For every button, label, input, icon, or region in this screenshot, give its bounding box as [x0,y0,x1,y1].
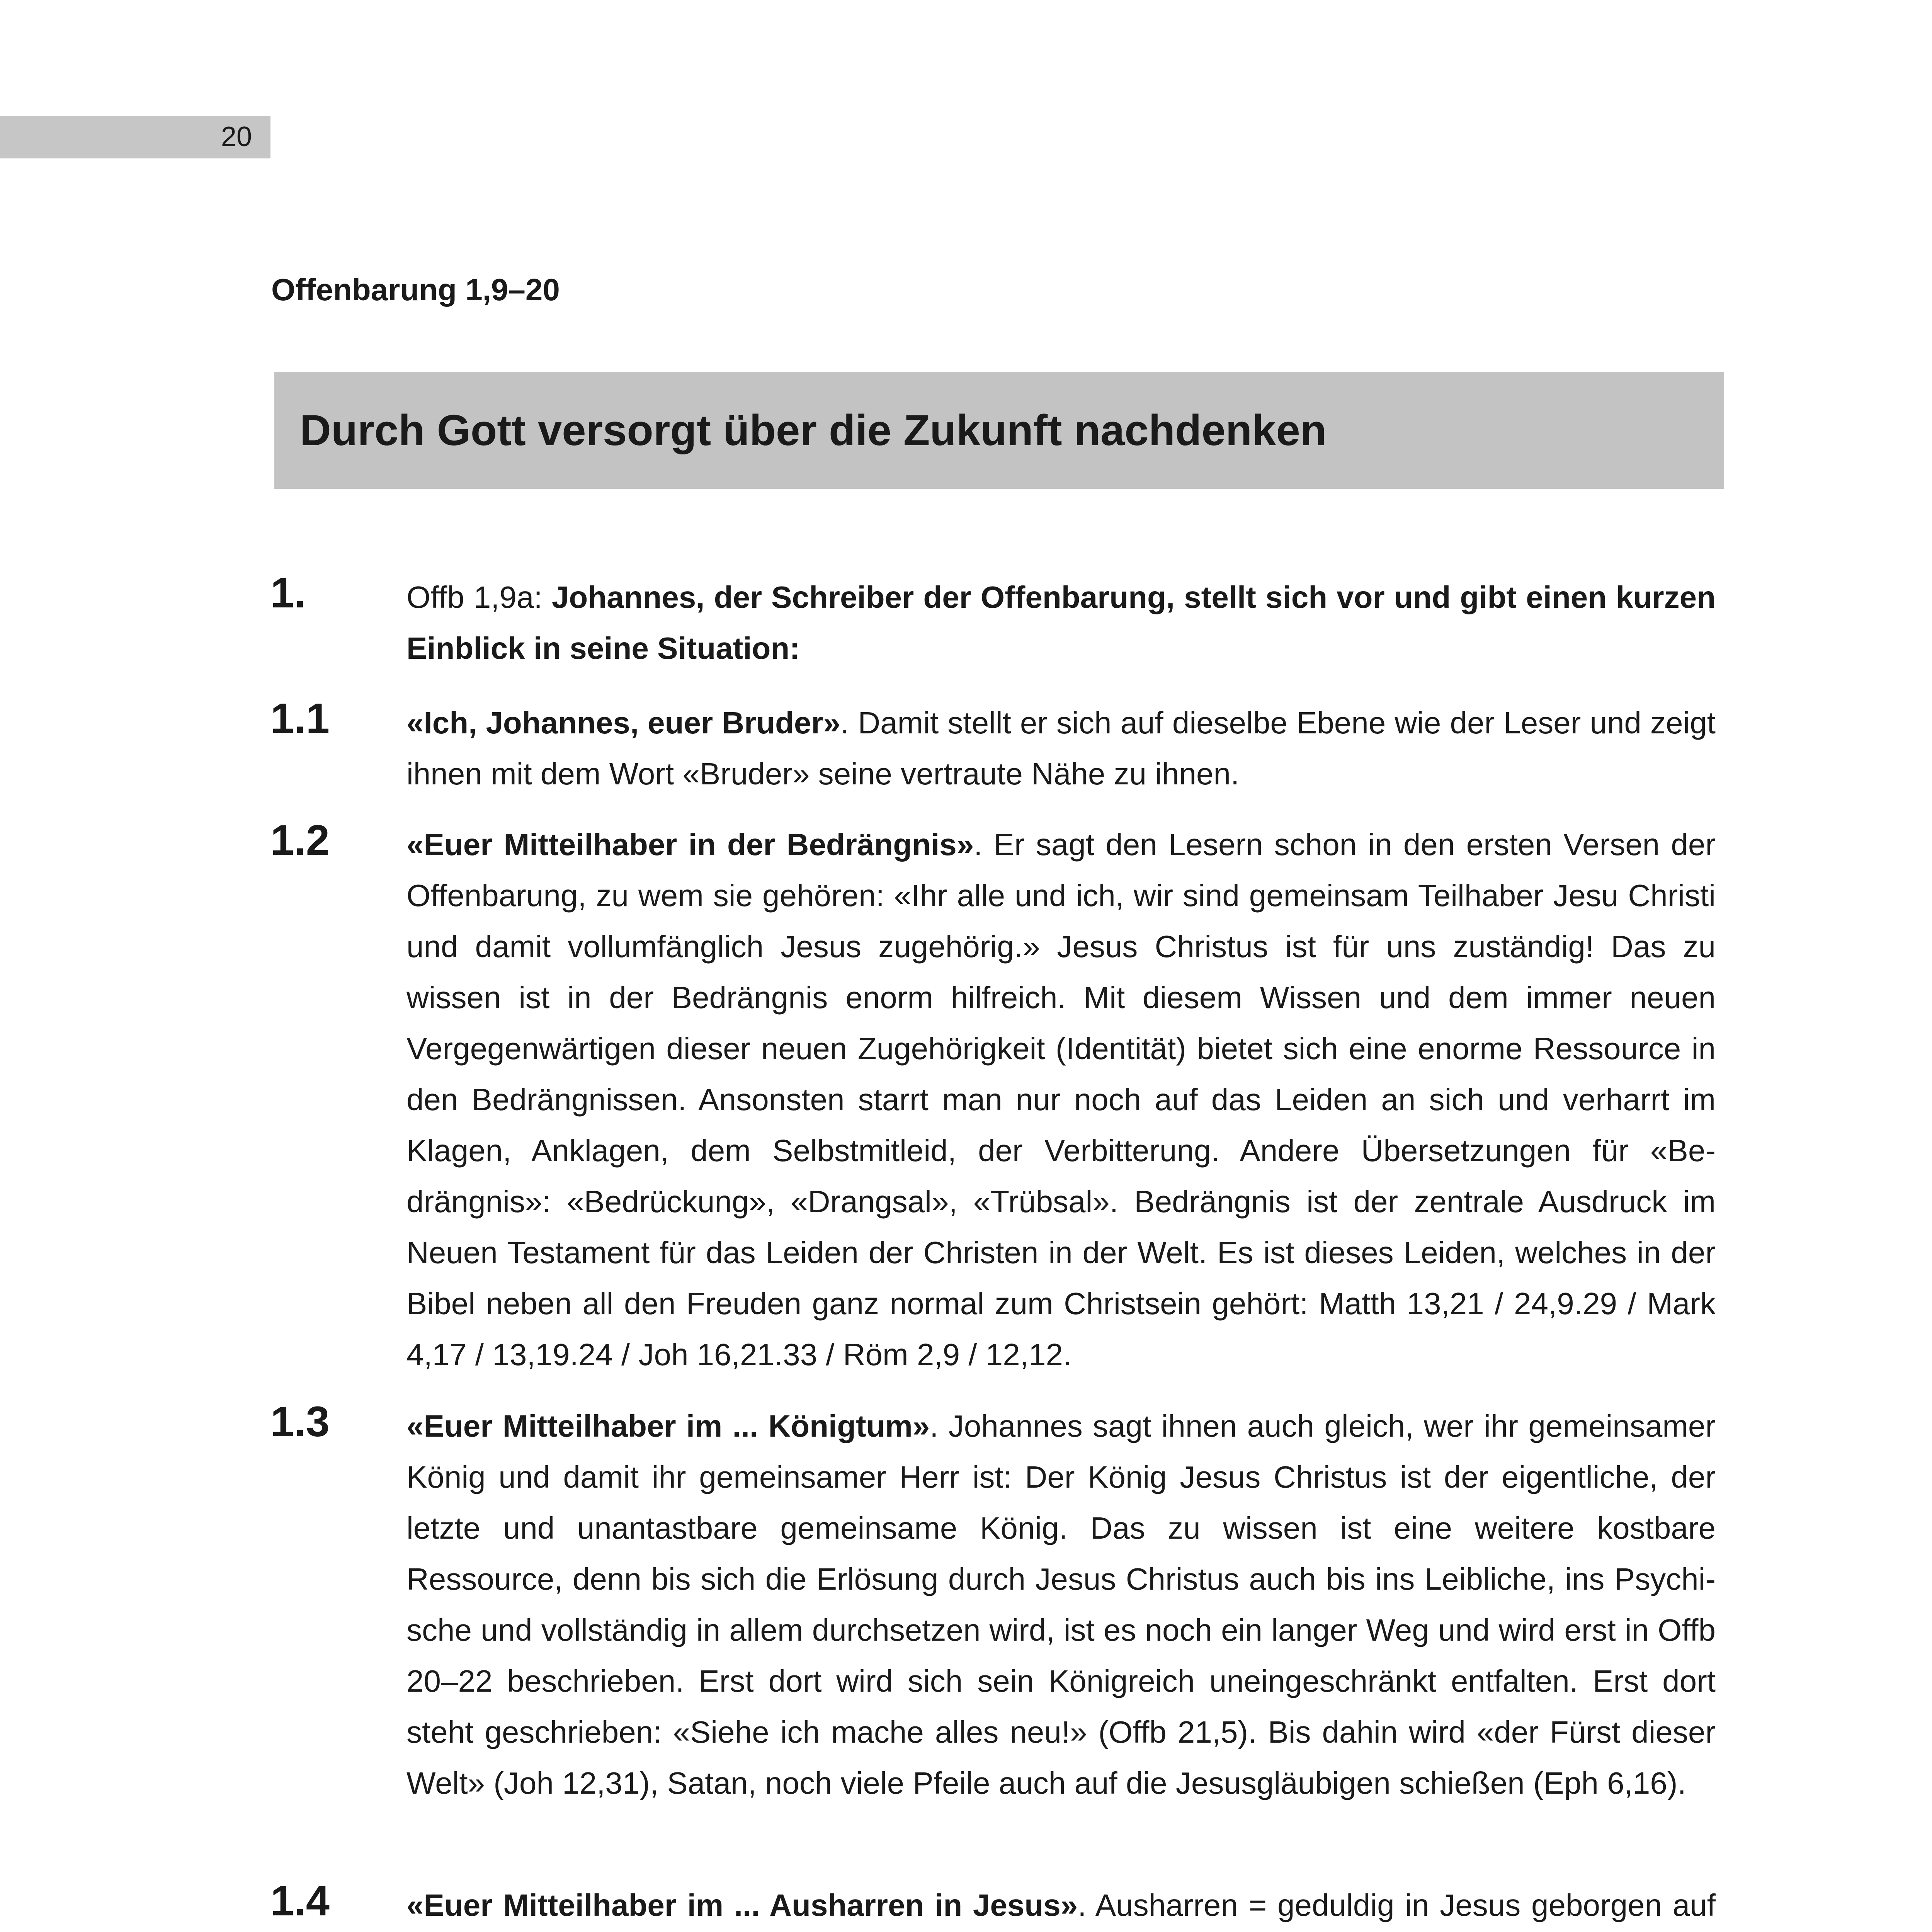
section-number: 1. [270,569,306,617]
section-text [406,1880,1716,1932]
section-1-1 [270,697,1716,799]
section-1-2 [270,816,1716,1380]
quote: «Euer Mitteilhaber im ... Königtum» [406,1409,930,1443]
paragraph: . Johannes sagt ihnen auch gleich, wer ihr gemeinsamer König und damit ihr gemeinsamer Herr ist: Der König Jesus Christus ist der eigentliche, der letzte und unantastbare gemeinsame König. Das zu wissen ist eine weitere kostbare Ressource, denn bis sich die Erlösung durch Jesus Christus auch bis ins Leibliche, ins Psychische und vollständig in allem durchsetzen wird, ist es noch ein langer Weg und wird erst in Offb 20–22 beschrieben. Erst dort wird sich sein Königreich uneingeschränkt entfalten. Erst dort steht geschrieben: «Siehe ich mache alles neu!» (Offb 21,5). Bis dahin wird «der Fürst dieser Welt» (Joh 12,31), Satan, noch viele Pfeile auch auf die Jesusgläubigen schießen (Eph 6,16). [406,1409,1716,1800]
page-title: Durch Gott versorgt über die Zukunft nachdenken [300,406,1327,454]
section-text [406,572,1716,674]
section-number: 1.2 [270,816,330,864]
page-number: 20 [221,121,252,152]
section-text [406,819,1716,1380]
section-1-3 [270,1398,1716,1809]
section-1 [270,569,1716,674]
quote: «Euer Mitteilhaber in der Bedrängnis» [406,827,974,862]
section-number: 1.1 [270,695,330,742]
quote: «Ich, Johannes, euer Bruder» [406,706,841,740]
section-text [406,697,1716,799]
chapter-reference: Offenbarung 1,9–20 [271,272,560,307]
section-number: 1.4 [270,1877,330,1925]
emphasis: Johannes, der Schreiber der Offenbarung, stellt sich vor und gibt einen kurzen Einblick in seine Situation: [406,580,1716,665]
title-box [274,372,1724,489]
section-1-4 [270,1877,1716,1932]
verse-ref: Offb 1,9a: [406,580,552,614]
paragraph: . Damit stellt er sich auf dieselbe Ebene wie der Leser und zeigt ihnen mit dem Wort «Bruder» seine vertraute Nähe zu ihnen. [406,706,1716,791]
quote: «Euer Mitteilhaber im ... Ausharren in Jesus» [406,1888,1078,1922]
section-text [406,1401,1716,1809]
paragraph: . Er sagt den Lesern schon in den ersten Versen der Offenbarung, zu wem sie gehören: «Ihr alle und ich, wir sind gemeinsam Teilhaber Jesu Christi und damit vollumfänglich Jesus zugehörig.» Jesus Christus ist für uns zuständig! Das zu wissen ist in der Bedrängnis enorm hilfreich. Mit diesem Wissen und dem immer neuen Vergegenwärtigen dieser neuen Zugehörigkeit (Identität) bietet sich eine enorme Ressource in den Bedrängnissen. Ansonsten starrt man nur noch auf das Leiden an sich und verharrt im Klagen, Anklagen, dem Selbstmitleid, der Verbitterung. Andere Übersetzungen für «Bedrängnis»: «Bedrückung», «Drangsal», «Trübsal». Bedrängnis ist der zentrale Ausdruck im Neuen Testament für das Leiden der Christen in der Welt. Es ist dieses Leiden, welches in der Bibel neben all den Freuden ganz normal zum Christsein gehört: Matth 13,21 / 24,9.29 / Mark 4,17 / 13,19.24 / Joh 16,21.33 / Röm 2,9 / 12,12. [406,827,1716,1372]
section-number: 1.3 [270,1398,330,1446]
paragraph: . Ausharren = geduldig in Jesus geborgen auf [1078,1888,1716,1922]
page-number-bar [0,116,270,158]
